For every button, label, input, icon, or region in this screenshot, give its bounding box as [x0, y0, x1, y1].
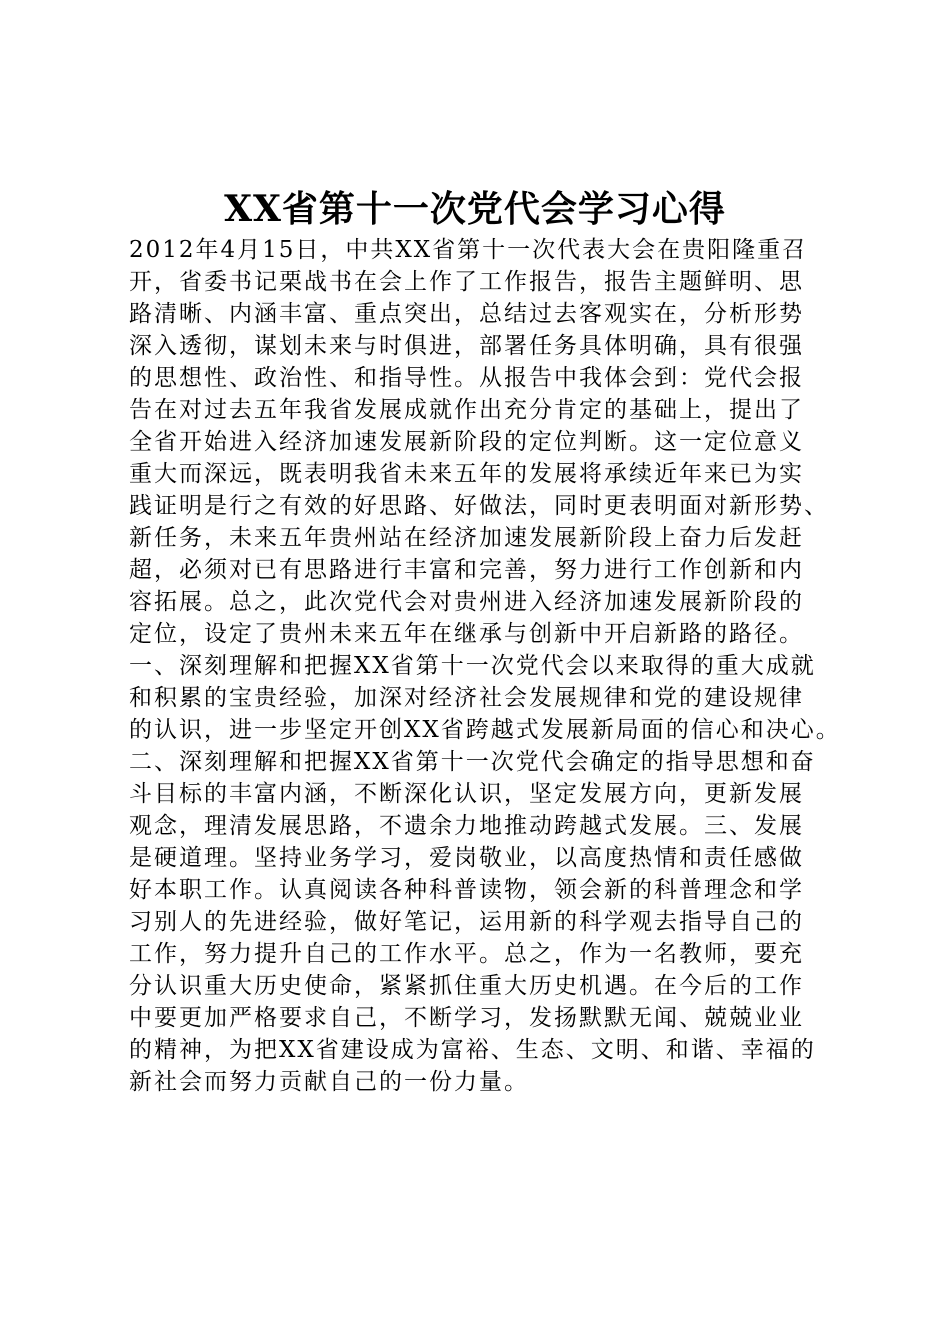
body-line: 二、深刻理解和把握XX省第十一次党代会确定的指导思想和奋	[129, 749, 816, 775]
body-line: 重大而深远，既表明我省未来五年的发展将承续近年来已为实	[129, 461, 804, 487]
body-line: 开，省委书记栗战书在会上作了工作报告，报告主题鲜明、思	[129, 269, 804, 295]
body-line: 工作，努力提升自己的工作水平。总之，作为一名教师，要充	[129, 941, 804, 967]
body-line: 全省开始进入经济加速发展新阶段的定位判断。这一定位意义	[129, 429, 804, 455]
body-line: 分认识重大历史使命，紧紧抓住重大历史机遇。在今后的工作	[129, 973, 804, 999]
body-line: 观念，理清发展思路，不遗余力地推动跨越式发展。三、发展	[129, 813, 804, 839]
body-line: 超，必须对已有思路进行丰富和完善，努力进行工作创新和内	[129, 557, 804, 583]
document-title: XX省第十一次党代会学习心得	[224, 188, 726, 230]
body-line: 好本职工作。认真阅读各种科普读物，领会新的科普理念和学	[129, 877, 804, 903]
body-line: 定位，设定了贵州未来五年在继承与创新中开启新路的路径。	[129, 621, 804, 647]
body-line: 新社会而努力贡献自己的一份力量。	[129, 1069, 529, 1095]
body-line: 路清晰、内涵丰富、重点突出，总结过去客观实在，分析形势	[129, 301, 804, 327]
body-line: 中要更加严格要求自己，不断学习，发扬默默无闻、兢兢业业	[129, 1005, 804, 1031]
body-line: 斗目标的丰富内涵，不断深化认识，坚定发展方向，更新发展	[129, 781, 804, 807]
body-line: 深入透彻，谋划未来与时俱进，部署任务具体明确，具有很强	[129, 333, 804, 359]
body-line: 2012年4月15日，中共XX省第十一次代表大会在贵阳隆重召	[129, 237, 808, 263]
body-line: 一、深刻理解和把握XX省第十一次党代会以来取得的重大成就	[129, 653, 816, 679]
body-line: 新任务，未来五年贵州站在经济加速发展新阶段上奋力后发赶	[129, 525, 804, 551]
body-line: 容拓展。总之，此次党代会对贵州进入经济加速发展新阶段的	[129, 589, 804, 615]
body-line: 的思想性、政治性、和指导性。从报告中我体会到：党代会报	[129, 365, 804, 391]
body-line: 告在对过去五年我省发展成就作出充分肯定的基础上，提出了	[129, 397, 804, 423]
document-body	[129, 234, 869, 1098]
body-line: 习别人的先进经验，做好笔记，运用新的科学观去指导自己的	[129, 909, 804, 935]
body-line: 践证明是行之有效的好思路、好做法，同时更表明面对新形势、	[129, 493, 829, 519]
body-line: 和积累的宝贵经验，加深对经济社会发展规律和党的建设规律	[129, 685, 804, 711]
body-line: 是硬道理。坚持业务学习，爱岗敬业，以高度热情和责任感做	[129, 845, 804, 871]
body-line: 的认识，进一步坚定开创XX省跨越式发展新局面的信心和决心。	[129, 717, 841, 743]
body-line: 的精神，为把XX省建设成为富裕、生态、文明、和谐、幸福的	[129, 1037, 816, 1063]
